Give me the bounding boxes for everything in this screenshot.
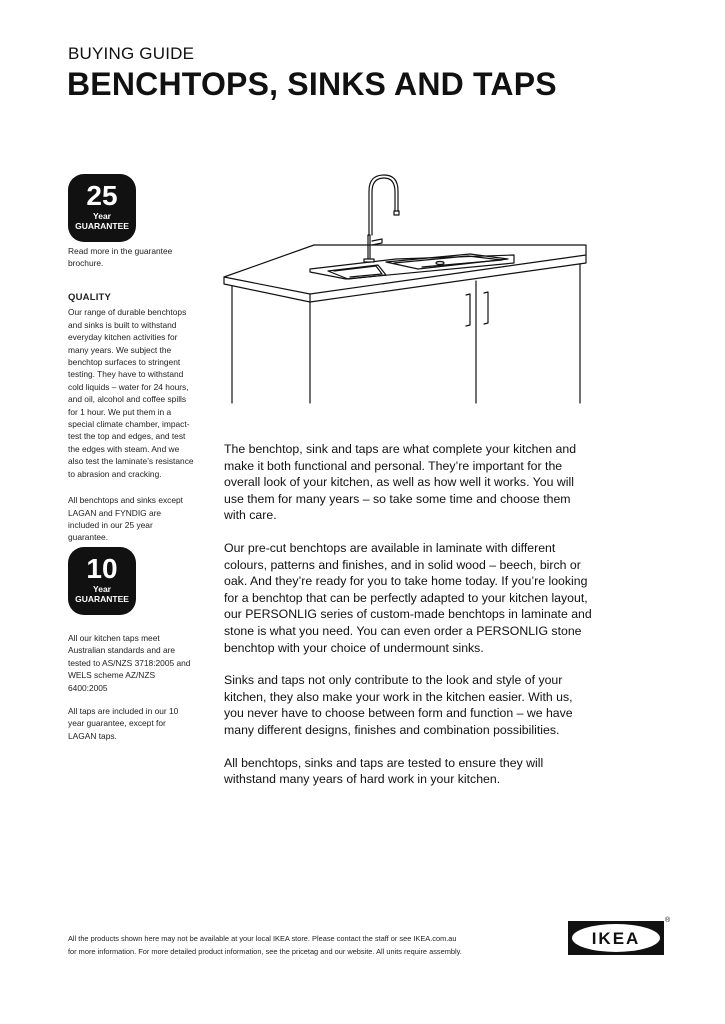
footer-line-2: for more information. For more detailed product information, see the pricetag and our website. All units require assembly. <box>68 946 462 956</box>
quality-section <box>68 292 194 555</box>
taps-section <box>68 632 194 753</box>
quality-text: Our range of durable benchtops and sinks is built to withstand everyday kitchen activities for many years. We subject the benchtop surfaces to stringent testing. They have to withstand cold liquids – water for 24 hours, and oil, alcohol and coffee spills for 1 hour. We put them in a special climate chamber, impact-test the top and edges, and test the edges with steam. And we also test the laminate’s resistance to abrasion and cracking. <box>68 307 194 479</box>
svg-text:IKEA: IKEA <box>591 929 641 948</box>
body-paragraph-1: The benchtop, sink and taps are what complete your kitchen and make it both functional and personal. They’re important for the overall look of your kitchen, as well as how well it works. You will use them for many years – so take some time and choose them with care. <box>224 442 577 523</box>
ikea-logo <box>568 921 664 955</box>
page-subtitle: BUYING GUIDE <box>68 44 195 63</box>
badge-label-year: Year <box>93 211 111 221</box>
footer-line-1: All the products shown here may not be available at your local IKEA store. Please contact the staff or see IKEA.com.au <box>68 934 457 943</box>
badge-number: 25 <box>86 180 118 211</box>
body-paragraph-2: Our pre-cut benchtops are available in laminate with different colours, patterns and finishes, and in solid wood – beech, birch or oak. And they’re ready for you to take home today. If you’re looking for a benchtop that can be perfectly adapted to your kitchen layout, our PERSONLIG series of custom-made benchtops in laminate and stone is what you need. You can even order a PERSONLIG stone benchtop with your choice of undermount sinks. <box>224 540 592 655</box>
taps-guarantee-text: All taps are included in our 10 year guarantee, except for LAGAN taps. <box>68 706 179 741</box>
guarantee-25-badge <box>68 174 136 242</box>
body-paragraph-4: All benchtops, sinks and taps are tested to ensure they will withstand many years of hard work in your kitchen. <box>224 755 544 787</box>
footer-disclaimer <box>68 933 538 958</box>
quality-heading: QUALITY <box>68 292 112 303</box>
taps-standards-text: All our kitchen taps meet Australian standards and are tested to AS/NZS 3718:2005 and WELS scheme AZ/NZS 6400:2005 <box>68 633 191 693</box>
guarantee-note: Read more in the guarantee brochure. <box>68 246 173 269</box>
exception-text: All benchtops and sinks except LAGAN and FYNDIG are included in our 25 year guarantee. <box>68 495 183 543</box>
badge-label-guarantee: GUARANTEE <box>75 594 129 604</box>
badge-label-year: Year <box>93 584 111 594</box>
registered-mark: ® <box>665 917 671 924</box>
page-title: BENCHTOPS, SINKS AND TAPS <box>67 66 557 102</box>
sidebar-top <box>68 245 194 281</box>
kitchen-sink-illustration <box>218 165 598 410</box>
body-text <box>224 441 594 804</box>
badge-number: 10 <box>86 553 118 584</box>
body-paragraph-3: Sinks and taps not only contribute to the look and style of your kitchen, they also make your work in the kitchen easier. With us, you never have to choose between form and function – we have many different designs, finishes and combination possibilities. <box>224 673 573 737</box>
guarantee-10-badge <box>68 547 136 615</box>
badge-label-guarantee: GUARANTEE <box>75 221 129 231</box>
